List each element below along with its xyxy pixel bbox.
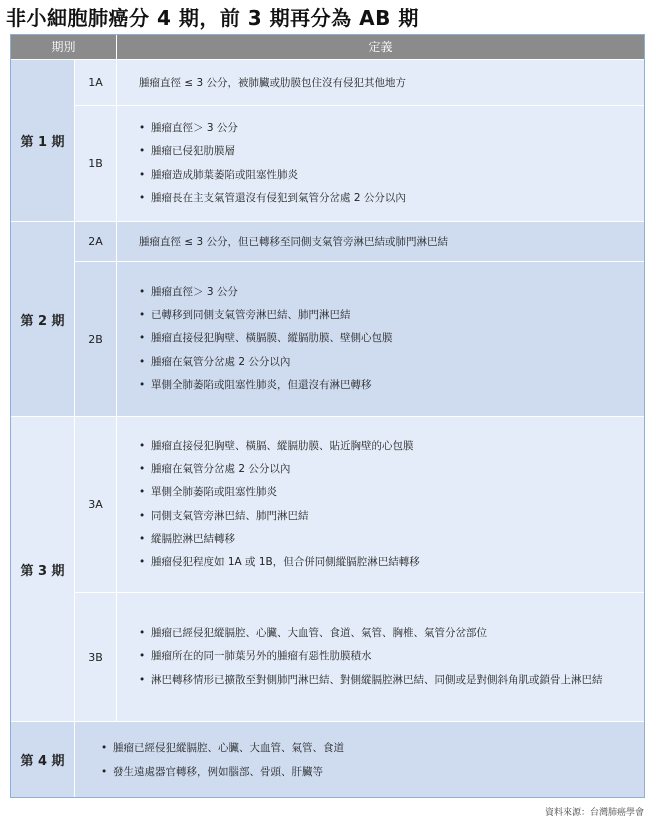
definition-item: • 腫瘤在氣管分岔處 2 公分以內 xyxy=(139,351,630,374)
substage-3b xyxy=(75,593,644,721)
staging-table xyxy=(10,34,645,798)
substage-label: 3A xyxy=(75,417,117,592)
definition-item: • 腫瘤直接侵犯胸壁、橫膈膜、縱膈肋膜、壁側心包膜 xyxy=(139,327,630,350)
definition-item: • 腫瘤所在的同一肺葉另外的腫瘤有惡性肋膜積水 xyxy=(139,645,630,668)
header-stage: 期別 xyxy=(11,35,117,59)
definition-item: • 單側全肺萎陷或阻塞性肺炎 xyxy=(139,481,630,504)
stage-label: 第 1 期 xyxy=(11,60,75,221)
definition-item: • 腫瘤造成肺葉萎陷或阻塞性肺炎 xyxy=(139,164,630,187)
stage-label: 第 2 期 xyxy=(11,222,75,416)
definition-item: • 腫瘤已侵犯肋膜層 xyxy=(139,140,630,163)
substage-label: 1B xyxy=(75,106,117,221)
substage-3a xyxy=(75,417,644,593)
definition-item: • 腫瘤長在主支氣管還沒有侵犯到氣管分岔處 2 公分以內 xyxy=(139,187,630,210)
definition-item: • 腫瘤已經侵犯縱膈腔、心臟、大血管、氣管、食道 xyxy=(101,736,630,760)
definition-item: • 腫瘤直徑＞ 3 公分 xyxy=(139,281,630,304)
substage-2b xyxy=(75,262,644,416)
substage-1b xyxy=(75,106,644,221)
definition-item: • 腫瘤直徑＞ 3 公分 xyxy=(139,117,630,140)
definition-item: • 腫瘤侵犯程度如 1A 或 1B，但合併同側縱膈腔淋巴結轉移 xyxy=(139,551,630,574)
definition-item: • 已轉移到同側支氣管旁淋巴結、肺門淋巴結 xyxy=(139,304,630,327)
stage-label: 第 3 期 xyxy=(11,417,75,721)
substage-label: 2A xyxy=(75,222,117,261)
definition-item: • 腫瘤已經侵犯縱膈腔、心臟、大血管、食道、氣管、胸椎、氣管分岔部位 xyxy=(139,622,630,645)
stage-3 xyxy=(11,416,644,721)
stage-2 xyxy=(11,221,644,416)
definition-text: 腫瘤直徑 ≤ 3 公分，但已轉移至同側支氣管旁淋巴結或肺門淋巴結 xyxy=(139,235,448,248)
stage-label: 第 4 期 xyxy=(11,722,75,797)
substage-label: 3B xyxy=(75,593,117,721)
definition-item: • 腫瘤在氣管分岔處 2 公分以內 xyxy=(139,458,630,481)
substage-label: 1A xyxy=(75,60,117,105)
substage-label: 2B xyxy=(75,262,117,416)
definition-item: • 單側全肺萎陷或阻塞性肺炎，但還沒有淋巴轉移 xyxy=(139,374,630,397)
source-note: 資料來源：台灣肺癌學會 xyxy=(544,808,644,818)
stage-1 xyxy=(11,59,644,221)
stage-4 xyxy=(11,721,644,797)
page-title: 非小細胞肺癌分 4 期，前 3 期再分為 AB 期 xyxy=(6,6,419,30)
definition-text: 腫瘤直徑 ≤ 3 公分，被肺臟或肋膜包住沒有侵犯其他地方 xyxy=(139,76,406,89)
substage-2a xyxy=(75,222,644,262)
header-definition: 定義 xyxy=(368,40,393,54)
definition-item: • 同側支氣管旁淋巴結、肺門淋巴結 xyxy=(139,505,630,528)
definition-item: • 淋巴轉移情形已擴散至對側肺門淋巴結、對側縱膈腔淋巴結、同側或是對側斜角肌或鎖骨上淋巴結 xyxy=(139,669,630,692)
table-header xyxy=(11,35,644,59)
definition-item: • 縱膈腔淋巴結轉移 xyxy=(139,528,630,551)
definition-item: • 腫瘤直接侵犯胸壁、橫膈、縱膈肋膜、貼近胸壁的心包膜 xyxy=(139,435,630,458)
substage-1a xyxy=(75,60,644,106)
definition-item: • 發生遠處器官轉移，例如腦部、骨頭、肝臟等 xyxy=(101,760,630,784)
